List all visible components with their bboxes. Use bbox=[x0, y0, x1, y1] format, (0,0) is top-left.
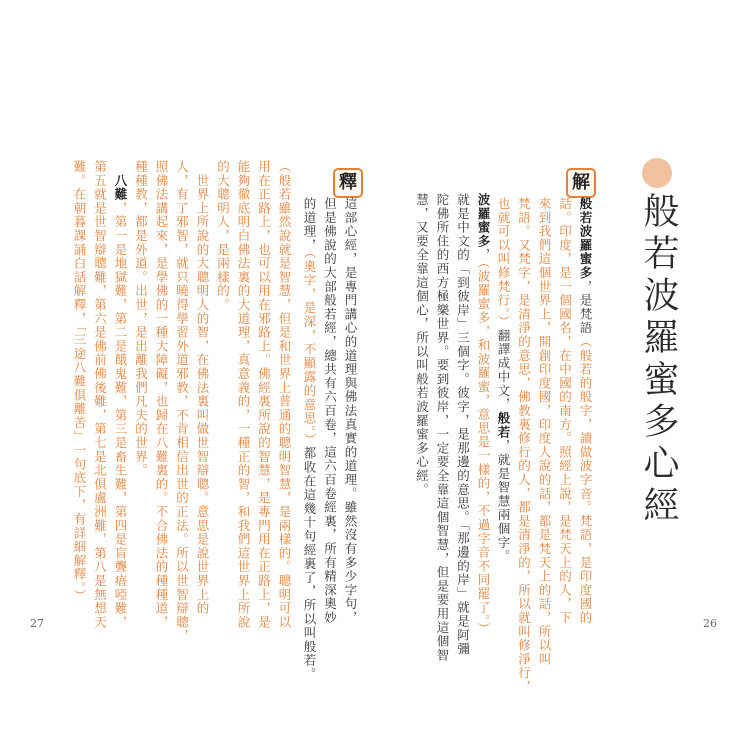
jie-line-text: 梵語。又梵字，是清淨的意思，佛教裏修行的人，都是清淨的，所以就叫修淨行， bbox=[516, 197, 532, 694]
jie-line-column bbox=[515, 197, 533, 694]
body-line-text: ，第一是地獄難，第二是餓鬼難，第三是畜生難，第四是盲聾瘖啞難， bbox=[113, 201, 128, 630]
body-line-text bbox=[113, 160, 128, 174]
jie-line-text: 來到我們這個世界上，開創印度國，印度人說的話，都是梵天上的話，所以叫 bbox=[537, 197, 552, 667]
shi-line-text: （奧字，是深，不顯露的意思。） bbox=[302, 252, 317, 447]
boluomiduo-line-column bbox=[433, 193, 451, 662]
body-line-column bbox=[111, 160, 129, 629]
body-line-text: 照佛法講起來，是學佛的一種大障礙，也歸在八難裏的。不合佛法的種種道， bbox=[154, 160, 169, 630]
body-line-column bbox=[132, 160, 150, 477]
shi-line-column bbox=[300, 197, 318, 681]
jie-line-column bbox=[494, 197, 512, 563]
body-line-column bbox=[91, 160, 109, 629]
body-line-column bbox=[255, 160, 273, 629]
jie-line-text: ，是梵語 bbox=[578, 279, 593, 336]
boluomiduo-line-text: 就是中文的「到彼岸」三個字。彼字，是那邊的意思。「那邊的岸」就是阿彌 bbox=[455, 193, 471, 656]
jie-line-text: 話。印度，是一個國名，在中國的南方。照經上說，是梵天上的人，下 bbox=[557, 197, 573, 625]
boluomiduo-line-column bbox=[474, 193, 492, 636]
jie-line-text: （般若的般字，讀做波字音。梵語，是印度國的 bbox=[578, 335, 593, 625]
page-number-right: 26 bbox=[703, 617, 717, 630]
jie-line-column bbox=[556, 197, 574, 625]
shi-line-column bbox=[341, 197, 359, 625]
body-line-text: 第五就是世智辯聰難，第六是佛前佛後難，第七是北俱盧洲難，第八是無想天 bbox=[92, 160, 108, 630]
boluomiduo-line-text: 陀佛所住的西方極樂世界。要到彼岸，一定要全靠這個智慧，但是要用這個智 bbox=[435, 193, 450, 663]
boluomiduo-line-text: 慧，又要全靠這個心，所以叫般若波羅蜜多心經。 bbox=[414, 193, 430, 497]
jie-line-text: 般若波羅蜜多 bbox=[578, 197, 593, 280]
body-line-column bbox=[275, 160, 293, 629]
body-line-text: 的大聰明人，是兩樣的。 bbox=[215, 160, 231, 312]
body-line-text: 用在正路上，也可以用在邪路上。佛經裏所說的智慧，是專門用在正路上，是 bbox=[256, 160, 272, 630]
boluomiduo-line-column bbox=[454, 193, 472, 656]
body-line-column bbox=[152, 160, 170, 629]
shi-line-text: 的道理， bbox=[302, 197, 317, 253]
jie-line-text: 般若 bbox=[496, 411, 511, 440]
boluomiduo-line-text: ， bbox=[476, 248, 491, 263]
shi-line-text: 但是佛說的大部般若經，總共有六百卷，這六百卷經裏，所有精深奧妙 bbox=[322, 197, 338, 625]
shi-line-text: 都收在這幾十句經裏了，所以叫般若。 bbox=[302, 446, 317, 682]
boluomiduo-line-text: （波羅蜜多，和波羅蜜，意思是一樣的，不過字音不同罷了。） bbox=[476, 262, 491, 636]
title-bullet-dot bbox=[642, 158, 672, 188]
body-line-text: 八難 bbox=[113, 173, 128, 202]
body-line-text: 種種教，都是外道。出世，是出離我們凡夫的世界。 bbox=[133, 160, 149, 478]
jie-line-column bbox=[576, 197, 594, 625]
body-line-column bbox=[214, 160, 232, 312]
body-line-column bbox=[70, 160, 88, 603]
body-line-text: （般若 bbox=[277, 160, 292, 202]
body-line-text: 世界上所說的大聰明人的智，在佛法裏叫做世智辯聰。意思是說世界上的 bbox=[195, 160, 210, 616]
body-line-column bbox=[193, 160, 211, 615]
shi-badge: 釋 bbox=[333, 168, 363, 198]
body-line-column bbox=[173, 160, 191, 643]
page-title: 般若波羅蜜多心經 bbox=[638, 192, 679, 528]
jie-line-column bbox=[535, 197, 553, 666]
shi-line-column bbox=[321, 197, 339, 625]
body-line-column bbox=[234, 160, 252, 629]
body-line-text: 人，有了邪智，就只曉得學習外道邪教，不肯相信出世的正法。所以世智辯聰， bbox=[174, 160, 190, 643]
body-line-text: 雖然說就是智慧，但是和世界上普通的聰明智慧，是兩樣的。聰明可以 bbox=[277, 201, 292, 630]
jie-line-text: 也就可以叫修梵行。） bbox=[496, 197, 511, 329]
boluomiduo-line-text: 波羅蜜多 bbox=[476, 193, 491, 249]
shi-line-text: 這部心經，是專門講心的道理與佛法真實的道理。雖然沒有多少字句， bbox=[343, 197, 358, 625]
jie-badge: 解 bbox=[566, 168, 596, 198]
jie-line-text: 翻譯成中文， bbox=[496, 328, 511, 412]
boluomiduo-line-column bbox=[413, 193, 431, 497]
body-line-text: 能夠徹底明白佛法裏的大道理，真意義的，一種正的智，和我們這世界上所說 bbox=[236, 160, 251, 630]
jie-line-text: ，就是智慧兩個字。 bbox=[496, 439, 511, 564]
body-line-text: 難。在朝暮課誦白話解釋，「三途八難俱離苦」一句底下，有詳細解釋。） bbox=[72, 160, 87, 603]
page-number-left: 27 bbox=[30, 617, 44, 630]
